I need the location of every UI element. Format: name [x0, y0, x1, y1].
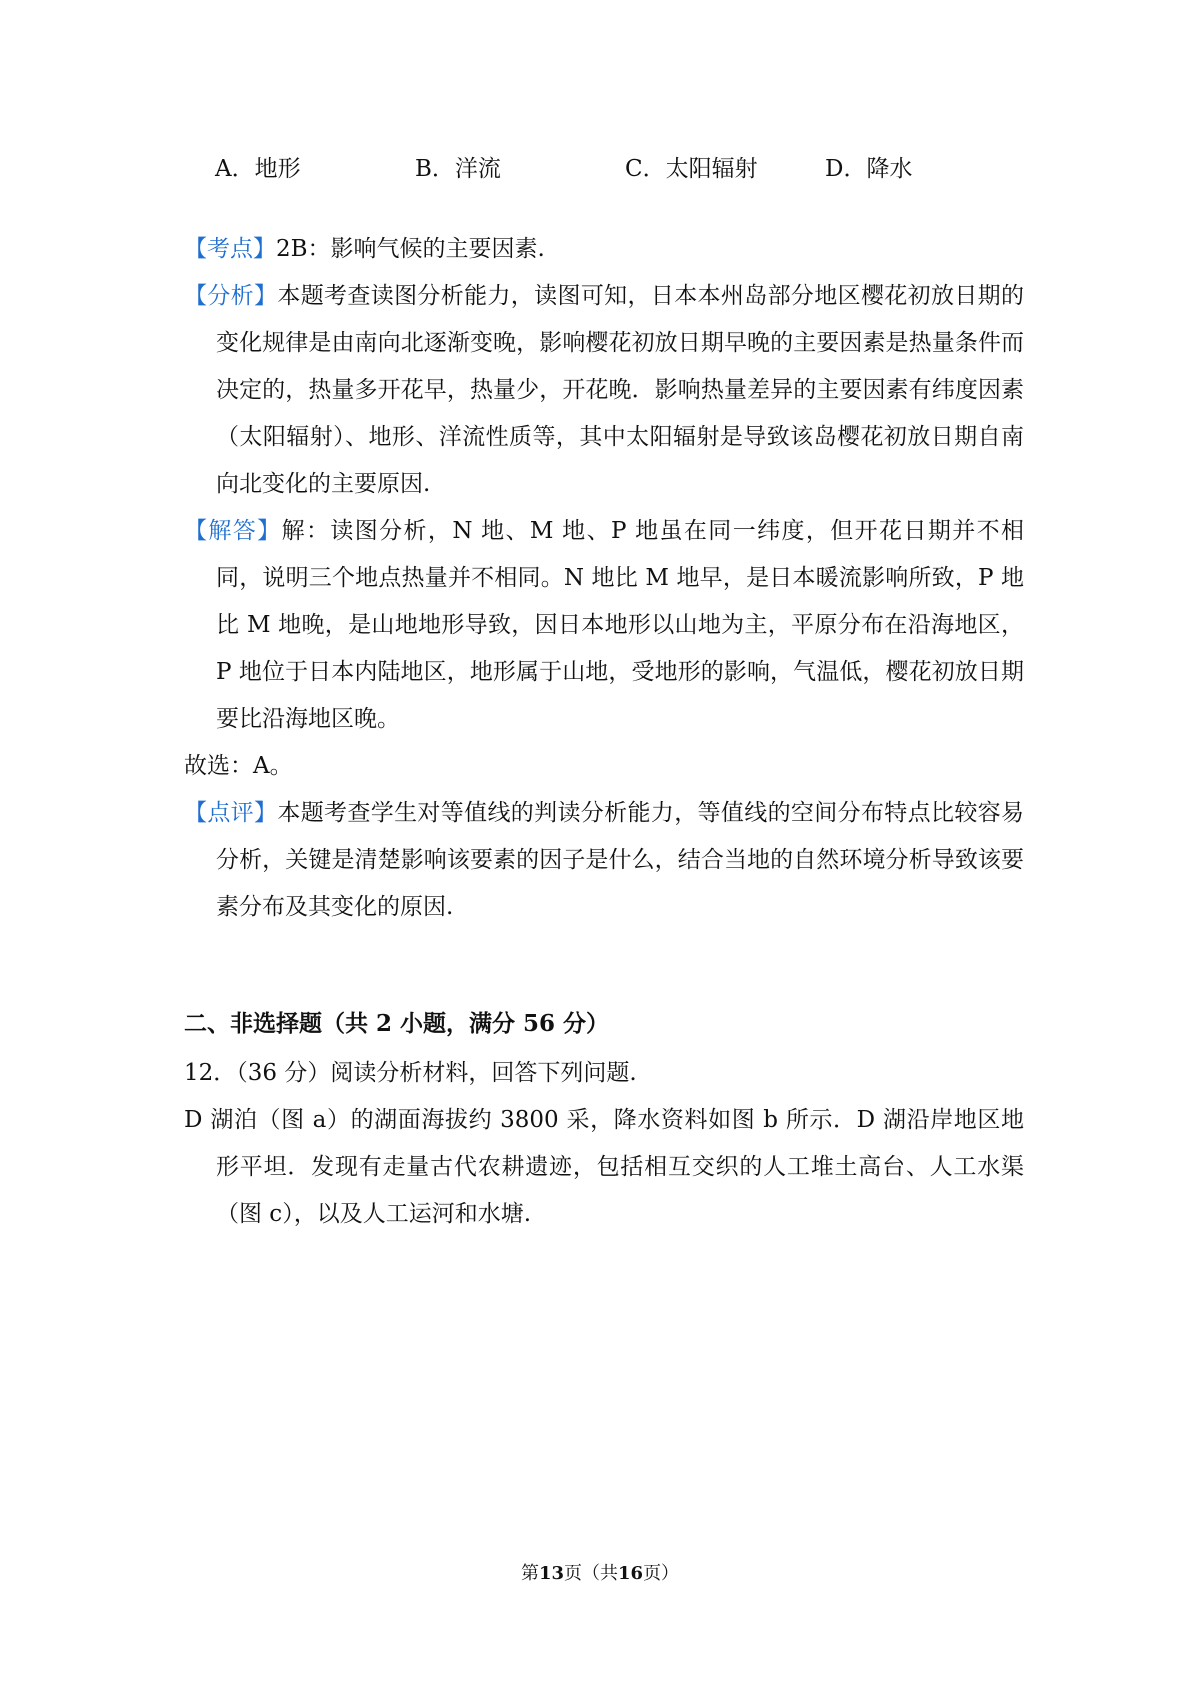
question-12-title: 12．（36 分）阅读分析材料，回答下列问题.	[184, 1060, 637, 1086]
answer-options	[215, 150, 1115, 190]
footer-suffix: 页）	[643, 1563, 680, 1584]
option-a: A．地形	[215, 156, 301, 182]
question-12-material: D 湖泊（图 a）的湖面海拔约 3800 采，降水资料如图 b 所示．D 湖沿岸地区地形平坦．发现有走量古代农耕遗迹，包括相互交织的人工堆土高台、人工水渠（图 c），以及人工运河和水塘.	[184, 1107, 1024, 1227]
footer-total-pages: 16	[618, 1563, 644, 1584]
dianping-text: 本题考查学生对等值线的判读分析能力，等值线的空间分布特点比较容易分析，关键是清楚影响该要素的因子是什么，结合当地的自然环境分析导致该要素分布及其变化的原因.	[216, 800, 1025, 920]
jieda-text: 解：读图分析，N 地、M 地、P 地虽在同一纬度，但开花日期并不相同，说明三个地点热量并不相同。N 地比 M 地早，是日本暖流影响所致，P 地比 M 地晚，是山地地形导致，因日本地形以山地为主，平原分布在沿海地区，P 地位于日本内陆地区，地形属于山地，受地形的影响，气温低，樱花初放日期要比沿海地区晚。	[216, 518, 1025, 732]
section-heading: 二、非选择题（共 2 小题，满分 56 分）	[184, 1010, 610, 1037]
explanation-block	[184, 226, 1024, 931]
fenxi-tag: 【分析】	[184, 283, 278, 309]
option-b: B．洋流	[415, 156, 501, 182]
fenxi-text: 本题考查读图分析能力，读图可知，日本本州岛部分地区樱花初放日期的变化规律是由南向北逐渐变晚，影响樱花初放日期早晚的主要因素是热量条件而决定的，热量多开花早，热量少，开花晚．影响热量差异的主要因素有纬度因素（太阳辐射）、地形、洋流性质等，其中太阳辐射是导致该岛樱花初放日期自南向北变化的主要原因.	[216, 283, 1025, 497]
footer-prefix: 第	[520, 1563, 539, 1584]
footer-page-number: 13	[538, 1563, 564, 1584]
kaodian-text: 2B：影响气候的主要因素.	[276, 236, 545, 262]
option-c: C．太阳辐射	[625, 156, 758, 182]
fenxi-paragraph	[184, 273, 1024, 508]
dianping-tag: 【点评】	[184, 800, 278, 826]
option-d: D．降水	[825, 156, 913, 182]
kaodian-tag: 【考点】	[184, 236, 276, 262]
page-footer	[0, 1560, 1200, 1588]
jieda-tag: 【解答】	[184, 518, 282, 544]
jieda-paragraph	[184, 508, 1024, 743]
dianping-paragraph	[184, 790, 1024, 931]
footer-middle: 页（共	[564, 1563, 618, 1584]
kaodian-paragraph	[184, 226, 1024, 273]
question-12	[184, 1050, 1024, 1238]
answer-line: 故选：A。	[184, 753, 293, 779]
